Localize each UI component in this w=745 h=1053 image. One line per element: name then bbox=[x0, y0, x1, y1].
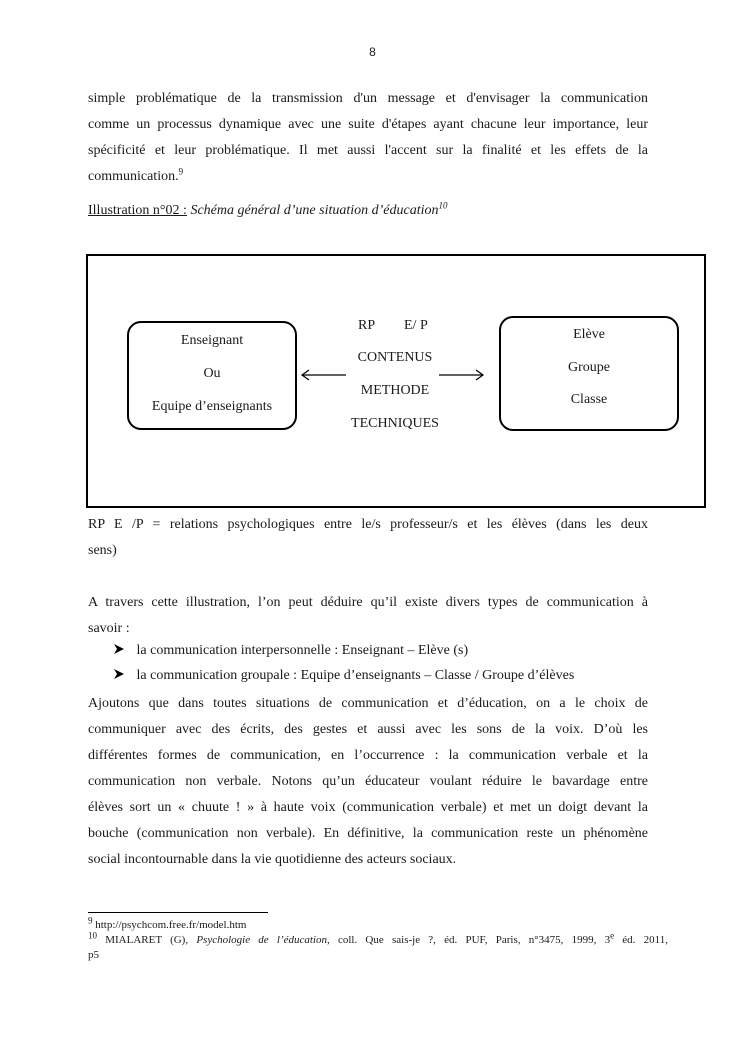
caption-title: Schéma général d’une situation d’éducation bbox=[190, 203, 439, 218]
contents-label: CONTENUS bbox=[357, 350, 433, 365]
bullet-text: la communication interpersonnelle : Enseignant – Elève (s) bbox=[136, 643, 469, 658]
techniques-label: TECHNIQUES bbox=[351, 416, 439, 431]
text-line: spécificité et leur problématique. Il met aussi l'accent sur la finalité et les effets de la bbox=[88, 143, 648, 158]
right-arrow-icon bbox=[437, 368, 487, 382]
text-line: simple problématique de la transmission d'un message et d'envisager la communication bbox=[88, 91, 648, 106]
legend-rp: RP bbox=[88, 517, 105, 532]
footnote-10: $^{10}$ MIALARET (G), Psychologie de l’éducation, coll. Que sais-je ?, éd. PUF, Paris, n°3475, 1999, 3e éd. 2011, bbox=[88, 930, 668, 946]
bullet-text: la communication groupale : Equipe d’enseignants – Classe / Groupe d’élèves bbox=[136, 668, 575, 683]
text-line: comme un processus dynamique avec une suite d'étapes ayant chacune leur importance, leur bbox=[88, 117, 648, 132]
ep-label: E/ P bbox=[404, 318, 428, 333]
text-line: bouche (communication non verbale). En définitive, la communication reste un phénomène bbox=[88, 826, 648, 841]
text-line: élèves sort un « chuute ! » à haute voix (communication verbale) et met un doigt devant la bbox=[88, 800, 648, 815]
text-line: différentes formes de communication, en l’occurrence : la communication verbale et la bbox=[88, 748, 648, 763]
arrow-bullet-icon bbox=[113, 668, 125, 680]
footnote-10-line-2: p5 bbox=[88, 949, 99, 961]
method-label: METHODE bbox=[360, 383, 430, 398]
text-line-last: communication.$^9$ bbox=[88, 166, 184, 184]
text-line: communiquer avec des écrits, des gestes et aussi avec les sons de la voix. D’où les bbox=[88, 722, 648, 737]
page-number: 8 bbox=[369, 45, 376, 59]
paragraph-2 bbox=[88, 590, 648, 642]
footnote-ref-9[interactable]: 9 bbox=[178, 166, 184, 177]
bullet-item bbox=[113, 643, 468, 659]
teacher-team-label: Equipe d’enseignants bbox=[151, 399, 273, 414]
teacher-label: Enseignant bbox=[180, 333, 244, 348]
teacher-box bbox=[127, 321, 297, 430]
footnote-9: $^9$ http://psychcom.free.fr/model.htm bbox=[88, 915, 247, 931]
student-box bbox=[499, 316, 679, 431]
class-label: Classe bbox=[570, 392, 608, 407]
text-line: Ajoutons que dans toutes situations de communication et d’éducation, on a le choix de bbox=[88, 696, 648, 711]
legend-line-2: sens) bbox=[88, 543, 117, 558]
footnote-link[interactable]: http://psychcom.free.fr/model.htm bbox=[95, 919, 247, 931]
left-arrow-icon bbox=[300, 368, 350, 382]
legend-paragraph bbox=[88, 512, 648, 564]
footnote-book-title: Psychologie de l’éducation bbox=[196, 934, 327, 946]
intro-paragraph bbox=[88, 86, 648, 190]
student-label: Elève bbox=[573, 327, 605, 342]
text-line: A travers cette illustration, l’on peut déduire qu’il existe divers types de communication à bbox=[88, 595, 648, 610]
caption-label: Illustration n°02 : bbox=[88, 203, 187, 218]
text-line: savoir : bbox=[88, 621, 130, 636]
text-line: social incontournable dans la vie quotidienne des acteurs sociaux. bbox=[88, 852, 457, 867]
text-line: communication non verbale. Notons qu’un éducateur voulant réduire le bavardage entre bbox=[88, 774, 648, 789]
rp-label: RP bbox=[358, 318, 376, 333]
illustration-caption bbox=[88, 200, 448, 219]
arrow-bullet-icon bbox=[113, 643, 125, 655]
footnote-separator bbox=[88, 912, 268, 913]
bullet-item bbox=[113, 668, 574, 684]
or-label: Ou bbox=[203, 366, 221, 381]
paragraph-3 bbox=[88, 691, 648, 873]
legend-line: RP E /P = relations psychologiques entre le/s professeur/s et les élèves (dans les deux bbox=[88, 517, 648, 532]
footnote-ref-10[interactable]: 10 bbox=[438, 200, 448, 211]
group-label: Groupe bbox=[568, 360, 610, 375]
